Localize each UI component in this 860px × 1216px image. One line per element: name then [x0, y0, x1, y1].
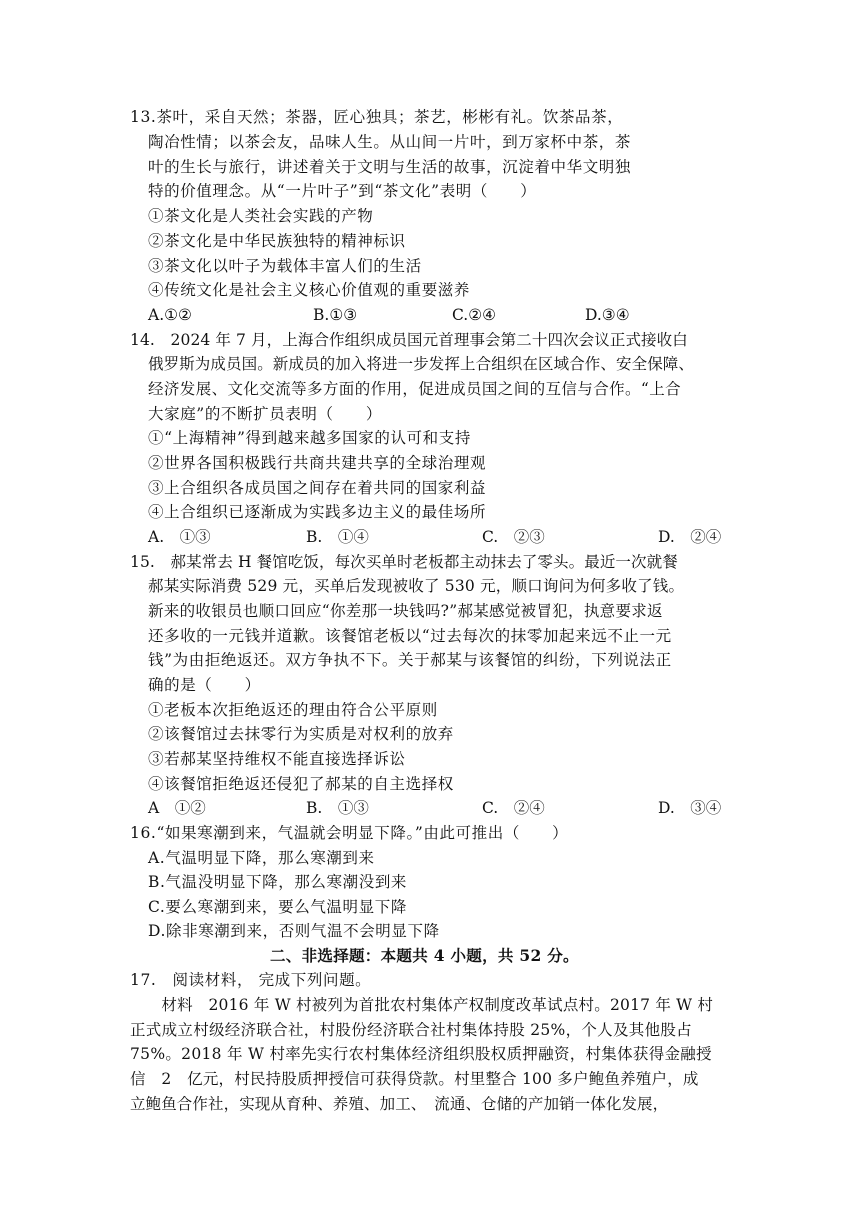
- q17-material-line-4: 信 2 亿元，村民持股质押授信可获得贷款。村里整合 100 多户鲍鱼养殖户，成: [130, 1070, 699, 1088]
- q13-statement-2: ②茶文化是中华民族独特的精神标识: [148, 232, 406, 250]
- q14-stem-line-2: 俄罗斯为成员国。新成员的加入将进一步发挥上合组织在区域合作、安全保障、: [148, 355, 695, 373]
- q16-option-a: A.气温明显下降，那么寒潮到来: [148, 849, 375, 867]
- q17-material-line-5: 立鲍鱼合作社，实现从育种、养殖、加工、 流通、仓储的产加销一体化发展，: [130, 1095, 669, 1113]
- q15-option-a: A ①②: [148, 799, 206, 817]
- q15-statement-1: ①老板本次拒绝返还的理由符合公平原则: [148, 701, 438, 719]
- q15-option-b: B. ①③: [306, 799, 369, 817]
- q14-stem-line-1: 14. 2024 年 7 月，上海合作组织成员国元首理事会第二十四次会议正式接收白: [130, 331, 688, 349]
- q14-option-b: B. ①④: [306, 528, 369, 546]
- q13-option-c: C.②④: [452, 306, 497, 324]
- q13-option-b: B.①③: [313, 306, 358, 324]
- q14-statement-4: ④上合组织已逐渐成为实践多边主义的最佳场所: [148, 503, 487, 521]
- q14-statement-3: ③上合组织各成员国之间存在着共同的国家利益: [148, 479, 487, 497]
- q13-statement-3: ③茶文化以叶子为载体丰富人们的生活: [148, 257, 422, 275]
- q14-statement-2: ②世界各国积极践行共商共建共享的全球治理观: [148, 454, 487, 472]
- q14-stem-line-4: 大家庭”的不断扩员表明（ ）: [148, 405, 382, 423]
- q13-statement-1: ①茶文化是人类社会实践的产物: [148, 207, 374, 225]
- q17-material-line-3: 75%。2018 年 W 村率先实行农村集体经济组织股权质押融资，村集体获得金融授: [130, 1045, 712, 1063]
- q14-option-c: C. ②③: [482, 528, 545, 546]
- q13-statement-4: ④传统文化是社会主义核心价值观的重要滋养: [148, 281, 471, 299]
- q15-stem-line-2: 郝某实际消费 529 元，买单后发现被收了 530 元，顺口询问为何多收了钱。: [148, 577, 685, 595]
- q17-material-line-2: 正式成立村级经济联合社，村股份经济联合社村集体持股 25%，个人及其他股占: [130, 1021, 692, 1039]
- q16-option-b: B.气温没明显下降，那么寒潮没到来: [148, 873, 408, 891]
- q13-stem-line-3: 叶的生长与旅行，讲述着关于文明与生活的故事，沉淀着中华文明独: [148, 158, 632, 176]
- q15-option-d: D. ③④: [658, 799, 722, 817]
- section-heading: 二、非选择题：本题共 4 小题，共 52 分。: [270, 946, 579, 965]
- q15-option-c: C. ②④: [482, 799, 545, 817]
- q17-material-line-1: 材料 2016 年 W 村被列为首批农村集体产权制度改革试点村。2017 年 W 村: [130, 996, 714, 1014]
- q15-statement-2: ②该餐馆过去抹零行为实质是对权利的放弃: [148, 725, 454, 743]
- q13-option-d: D.③④: [585, 306, 630, 324]
- q15-statement-3: ③若郝某坚持维权不能直接选择诉讼: [148, 750, 406, 768]
- q13-stem-line-4: 特的价值理念。从“一片叶子”到“茶文化”表明（ ）: [148, 182, 537, 200]
- q16-option-c: C.要么寒潮到来，要么气温明显下降: [148, 898, 407, 916]
- q16-option-d: D.除非寒潮到来，否则气温不会明显下降: [148, 922, 440, 940]
- q13-stem-line-1: 13.茶叶，采自天然；茶器，匠心独具；茶艺，彬彬有礼。饮茶品茶，: [130, 108, 624, 126]
- q15-stem-line-1: 15. 郝某常去 H 餐馆吃饭，每次买单时老板都主动抹去了零头。最近一次就餐: [130, 553, 678, 571]
- q14-option-d: D. ②④: [658, 528, 722, 546]
- q17-stem: 17. 阅读材料， 完成下列问题。: [130, 971, 372, 989]
- q16-stem: 16.“如果寒潮到来，气温就会明显下降。”由此可推出（ ）: [130, 824, 569, 842]
- q13-stem-line-2: 陶冶性情；以茶会友，品味人生。从山间一片叶，到万家杯中茶，茶: [148, 133, 632, 151]
- q14-statement-1: ①“上海精神”得到越来越多国家的认可和支持: [148, 429, 471, 447]
- q15-statement-4: ④该餐馆拒绝返还侵犯了郝某的自主选择权: [148, 775, 454, 793]
- q15-stem-line-6: 确的是（ ）: [148, 676, 261, 694]
- q15-stem-line-4: 还多收的一元钱并道歉。该餐馆老板以“过去每次的抹零加起来远不止一元: [148, 627, 672, 645]
- q15-stem-line-3: 新来的收银员也顺口回应“你差那一块钱吗?”郝某感觉被冒犯，执意要求返: [148, 602, 663, 620]
- q14-stem-line-3: 经济发展、文化交流等多方面的作用，促进成员国之间的互信与合作。“上合: [148, 380, 682, 398]
- q13-option-a: A.①②: [148, 306, 192, 324]
- q14-option-a: A. ①③: [148, 528, 211, 546]
- q15-stem-line-5: 钱”为由拒绝返还。双方争执不下。关于郝某与该餐馆的纠纷，下列说法正: [148, 651, 672, 669]
